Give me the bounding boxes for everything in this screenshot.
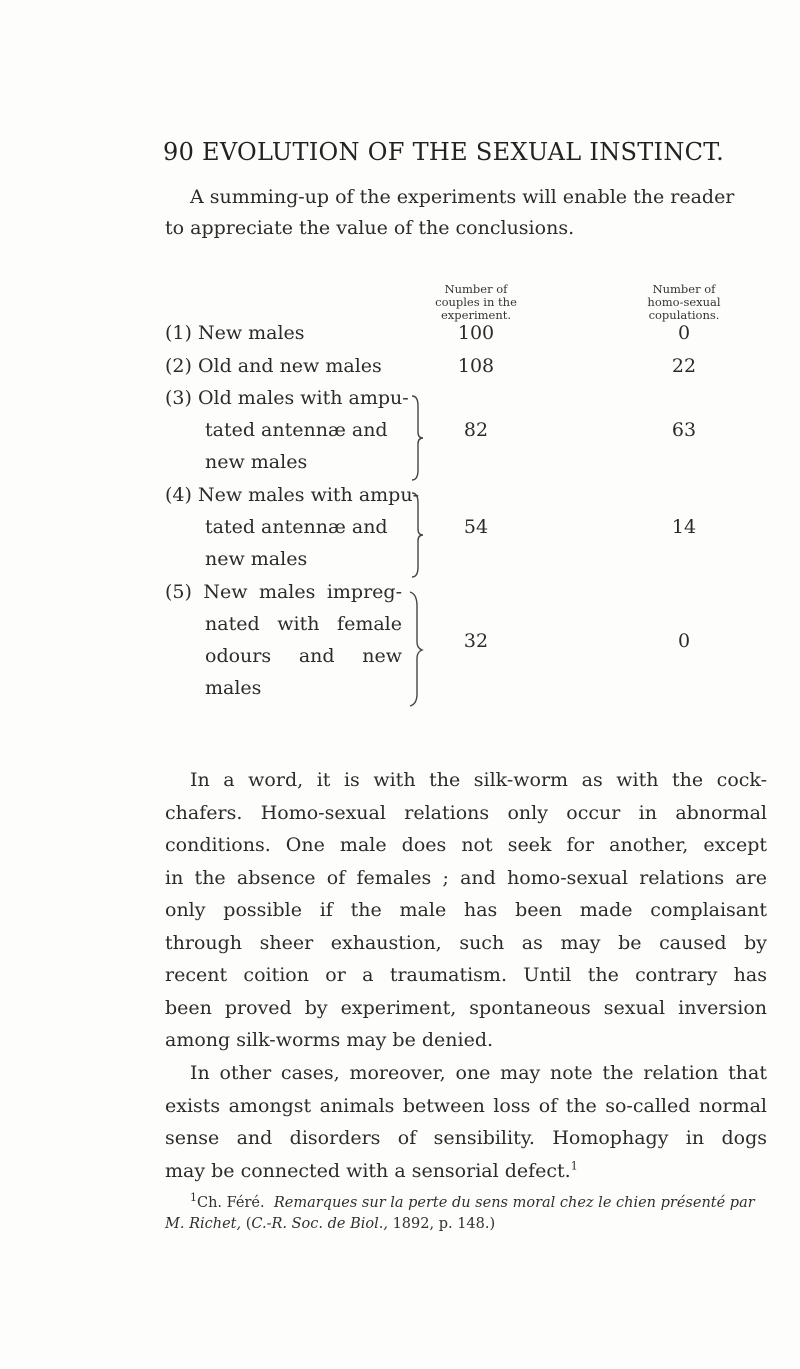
row-4-couples: 54 — [463, 516, 489, 538]
row-1-couples: 100 — [457, 322, 495, 344]
row-1-copulations: 0 — [677, 322, 691, 344]
row-2-couples: 108 — [457, 355, 495, 377]
row-3-label-line-3: new males — [205, 451, 308, 473]
row-4-copulations: 14 — [671, 516, 697, 538]
footnote-ref[interactable]: 1 — [570, 1159, 578, 1173]
col-couples-header: Number of couples in the experiment. — [435, 282, 517, 322]
row-4-label-line-3: new males — [205, 548, 308, 570]
row-1-label: (1) New males — [165, 322, 305, 344]
row-3-label-line-1: (3) Old males with ampu- — [165, 387, 409, 409]
row-5-label-line-4: males — [205, 677, 262, 699]
row-5-copulations: 0 — [677, 630, 691, 652]
row-5-label-line-3: odours and new — [205, 645, 402, 667]
paragraph-2: In other cases, moreover, one may note the relation that exists amongst animals between loss of the so-called normal sense and disorders of sensibility. Homophagy in dogs may be connected with a sensorial defect.$^1$ — [165, 1062, 767, 1182]
intro-line-2: to appreciate the value of the conclusions. — [165, 217, 575, 239]
row-4-brace — [410, 491, 424, 579]
row-4-label-line-2: tated antennæ and — [205, 516, 388, 538]
footnote-line-2: M. Richet, (C.-R. Soc. de Biol., 1892, p. 148.) — [165, 1216, 496, 1232]
footnote: $^1$Ch. Féré. Remarques sur la perte du sens moral chez le chien présenté par — [190, 1191, 755, 1211]
row-5-label-line-1: (5) New males impreg- — [165, 581, 402, 603]
row-3-label-line-2: tated antennæ and — [205, 419, 388, 441]
row-4-label-line-1: (4) New males with ampu- — [165, 484, 419, 506]
col-copulations-header: Number of homo-sexual copulations. — [647, 282, 721, 322]
page-number: 90 — [163, 138, 195, 166]
row-5-label-line-2: nated with female — [205, 613, 402, 635]
row-5-couples: 32 — [463, 630, 489, 652]
row-3-couples: 82 — [463, 419, 489, 441]
row-3-brace — [410, 394, 424, 482]
intro-line-1: A summing-up of the experiments will enable the reader — [190, 186, 735, 208]
running-title: EVOLUTION OF THE SEXUAL INSTINCT. — [202, 138, 725, 166]
row-5-brace — [408, 590, 424, 708]
row-2-label: (2) Old and new males — [165, 355, 382, 377]
row-2-copulations: 22 — [671, 355, 697, 377]
row-3-copulations: 63 — [671, 419, 697, 441]
paragraph-1: In a word, it is with the silk-worm as with the cock- chafers. Homo-sexual relations only occur in abnormal conditions. One male does not seek for another, except in the absence of females ; and homo-sexual relations are only possible if the male has been made complaisant through sheer exhaustion, such as may be caused by recent coition or a traumatism. Until the contrary has been proved by experiment, spontaneous sexual inversion among silk-worms may be denied. — [165, 769, 767, 1051]
